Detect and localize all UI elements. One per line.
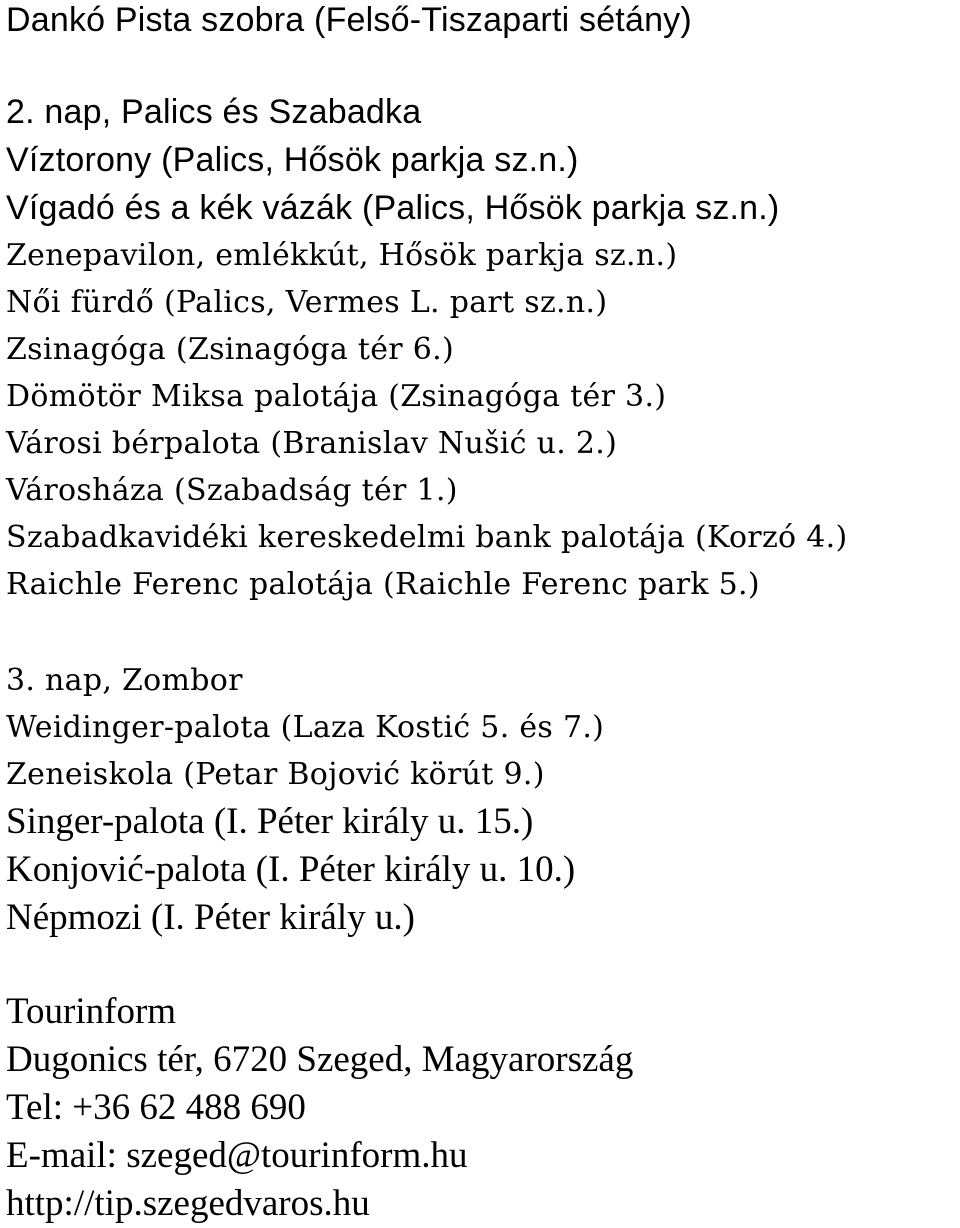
spacer bbox=[6, 942, 956, 988]
contact-section bbox=[6, 988, 956, 1228]
list-item: Városi bérpalota (Branislav Nušić u. 2.) bbox=[6, 426, 618, 461]
day2-section bbox=[6, 88, 956, 608]
list-item: Raichle Ferenc palotája (Raichle Ferenc park 5.) bbox=[6, 567, 760, 602]
list-item: Zenepavilon, emlékkút, Hősök parkja sz.n.) bbox=[6, 238, 678, 273]
document-page bbox=[6, 0, 956, 1228]
list-item: Zeneiskola (Petar Bojović körút 9.) bbox=[6, 757, 545, 792]
list-item: Városháza (Szabadság tér 1.) bbox=[6, 473, 458, 508]
list-item: Singer-palota (I. Péter király u. 15.) bbox=[6, 801, 534, 842]
contact-url: http://tip.szegedvaros.hu bbox=[6, 1183, 370, 1224]
spacer bbox=[6, 44, 956, 88]
list-item: Weidinger-palota (Laza Kostić 5. és 7.) bbox=[6, 710, 605, 745]
contact-phone: Tel: +36 62 488 690 bbox=[6, 1087, 306, 1128]
list-item: Konjović-palota (I. Péter király u. 10.) bbox=[6, 849, 576, 890]
list-item: Zsinagóga (Zsinagóga tér 6.) bbox=[6, 332, 454, 367]
list-item: Szabadkavidéki kereskedelmi bank palotája (Korzó 4.) bbox=[6, 520, 848, 555]
day2-title: 2. nap, Palics és Szabadka bbox=[6, 93, 422, 131]
contact-email: E-mail: szeged@tourinform.hu bbox=[6, 1135, 468, 1176]
list-item: Dömötör Miksa palotája (Zsinagóga tér 3.) bbox=[6, 379, 667, 414]
spacer bbox=[6, 608, 956, 657]
header-line: Dankó Pista szobra (Felső-Tiszaparti sétány) bbox=[6, 1, 692, 39]
list-item: Víztorony (Palics, Hősök parkja sz.n.) bbox=[6, 141, 579, 179]
list-item: Női fürdő (Palics, Vermes L. part sz.n.) bbox=[6, 285, 608, 320]
contact-address: Dugonics tér, 6720 Szeged, Magyarország bbox=[6, 1039, 634, 1080]
list-item: Vígadó és a kék vázák (Palics, Hősök parkja sz.n.) bbox=[6, 189, 780, 227]
list-item: Népmozi (I. Péter király u.) bbox=[6, 897, 415, 938]
day3-section bbox=[6, 657, 956, 942]
contact-name: Tourinform bbox=[6, 991, 177, 1032]
day3-title: 3. nap, Zombor bbox=[6, 663, 243, 698]
